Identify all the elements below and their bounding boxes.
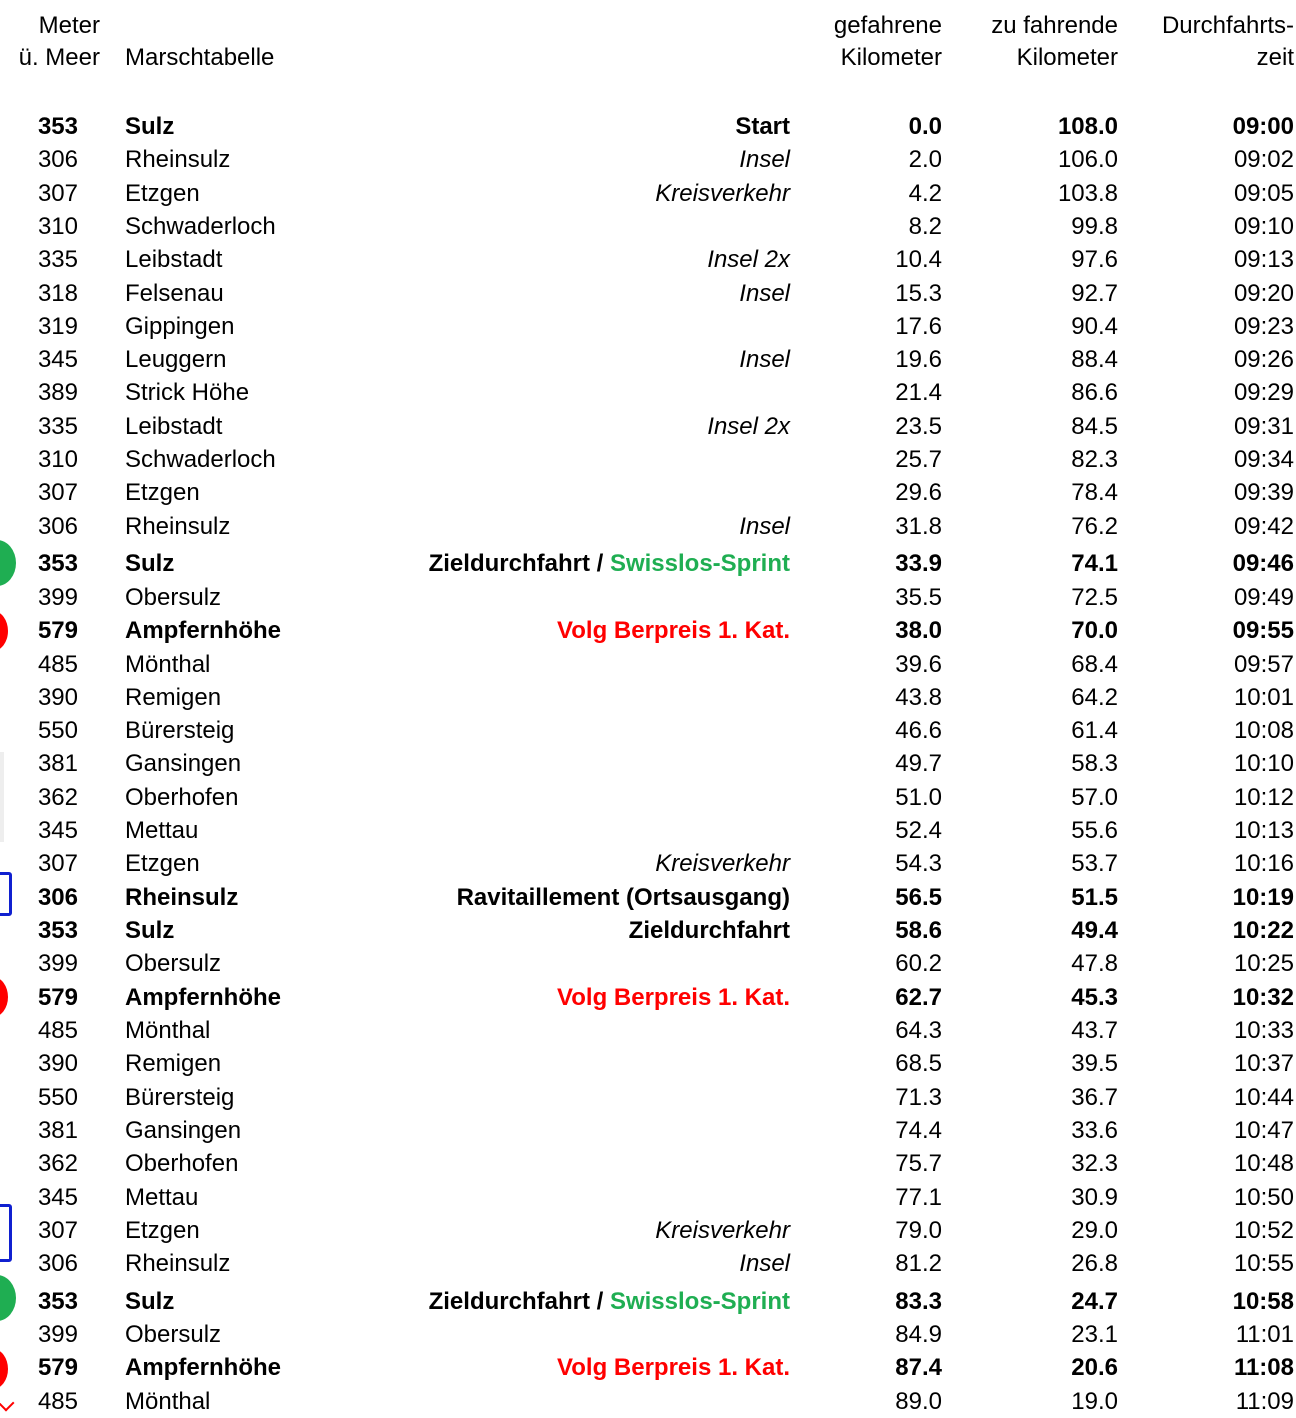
- table-row: [0, 781, 1296, 814]
- passing-time-cell: 09:34: [1233, 446, 1294, 473]
- remark-cell: [739, 510, 790, 543]
- table-row: [0, 310, 1296, 343]
- location-cell: Gippingen: [125, 313, 235, 340]
- km-remaining-cell: 58.3: [1071, 750, 1118, 777]
- header-zu-fahrende-line2: Kilometer: [1016, 44, 1118, 71]
- km-done-cell: 2.0: [908, 146, 942, 173]
- table-row: [0, 343, 1296, 376]
- km-remaining-cell: 53.7: [1071, 850, 1118, 877]
- table-row: [0, 1181, 1296, 1214]
- sprint-label: Swisslos-Sprint: [609, 550, 790, 577]
- passing-time-cell: 09:20: [1233, 280, 1294, 307]
- table-row: [0, 814, 1296, 847]
- km-remaining-cell: 33.6: [1071, 1117, 1118, 1144]
- km-done-cell: 84.9: [895, 1321, 942, 1348]
- km-done-cell: 46.6: [895, 717, 942, 744]
- location-cell: Obersulz: [125, 584, 222, 611]
- location-cell: Rheinsulz: [125, 884, 239, 911]
- passing-time-cell: 10:32: [1232, 984, 1294, 1011]
- remark-text: Insel: [739, 280, 790, 307]
- altitude-cell: 579: [37, 617, 78, 644]
- table-row: [0, 847, 1296, 880]
- passing-time-cell: 10:01: [1233, 684, 1294, 711]
- location-cell: Leibstadt: [125, 246, 223, 273]
- altitude-cell: 579: [37, 1354, 78, 1381]
- altitude-cell: 353: [37, 550, 78, 577]
- km-remaining-cell: 76.2: [1071, 513, 1118, 540]
- km-remaining-cell: 103.8: [1057, 180, 1118, 207]
- location-cell: Mönthal: [125, 651, 211, 678]
- remark-cell: [557, 981, 790, 1014]
- table-row: [0, 947, 1296, 980]
- table-row: [0, 376, 1296, 409]
- km-done-cell: 38.0: [895, 617, 942, 644]
- passing-time-cell: 09:55: [1232, 617, 1294, 644]
- altitude-cell: 306: [37, 513, 78, 540]
- passing-time-cell: 09:46: [1232, 550, 1294, 577]
- altitude-cell: 318: [37, 280, 78, 307]
- location-cell: Oberhofen: [125, 784, 239, 811]
- altitude-cell: 550: [37, 1084, 78, 1111]
- altitude-cell: 353: [37, 113, 78, 140]
- remark-cell: [739, 1247, 790, 1280]
- location-cell: Bürersteig: [125, 1084, 235, 1111]
- km-remaining-cell: 70.0: [1071, 617, 1118, 644]
- km-done-cell: 87.4: [895, 1354, 942, 1381]
- km-done-cell: 25.7: [895, 446, 942, 473]
- passing-time-cell: 09:31: [1233, 413, 1294, 440]
- table-row: [0, 177, 1296, 210]
- remark-text: Insel: [739, 346, 790, 373]
- remark-text: Insel: [739, 146, 790, 173]
- location-cell: Remigen: [125, 1050, 222, 1077]
- table-row: [0, 1351, 1296, 1384]
- header-meter-line1: Meter: [38, 12, 100, 39]
- remark-cell: [557, 1351, 790, 1384]
- passing-time-cell: 10:55: [1233, 1250, 1294, 1277]
- altitude-cell: 335: [37, 413, 78, 440]
- remark-cell: [655, 1214, 790, 1247]
- location-cell: Schwaderloch: [125, 213, 276, 240]
- table-row: [0, 747, 1296, 780]
- location-cell: Obersulz: [125, 950, 222, 977]
- passing-time-cell: 09:29: [1233, 379, 1294, 406]
- altitude-cell: 399: [37, 1321, 78, 1348]
- altitude-cell: 381: [37, 1117, 78, 1144]
- passing-time-cell: 09:13: [1233, 246, 1294, 273]
- passing-time-cell: 10:37: [1233, 1050, 1294, 1077]
- altitude-cell: 389: [37, 379, 78, 406]
- km-remaining-cell: 88.4: [1071, 346, 1118, 373]
- km-done-cell: 58.6: [895, 917, 942, 944]
- km-done-cell: 79.0: [895, 1217, 942, 1244]
- km-remaining-cell: 97.6: [1071, 246, 1118, 273]
- table-row: [0, 914, 1296, 947]
- km-remaining-cell: 57.0: [1071, 784, 1118, 811]
- km-remaining-cell: 72.5: [1071, 584, 1118, 611]
- location-cell: Oberhofen: [125, 1150, 239, 1177]
- table-row: [0, 443, 1296, 476]
- km-done-cell: 74.4: [895, 1117, 942, 1144]
- header-gefahrene-line1: gefahrene: [833, 12, 942, 39]
- location-cell: Gansingen: [125, 750, 242, 777]
- passing-time-cell: 10:19: [1232, 884, 1294, 911]
- passing-time-cell: 10:16: [1233, 850, 1294, 877]
- km-remaining-cell: 26.8: [1071, 1250, 1118, 1277]
- km-done-cell: 77.1: [895, 1184, 942, 1211]
- km-done-cell: 8.2: [908, 213, 942, 240]
- location-cell: Mettau: [125, 1184, 199, 1211]
- location-cell: Ampfernhöhe: [125, 1354, 281, 1381]
- km-remaining-cell: 24.7: [1071, 1288, 1118, 1315]
- passing-time-cell: 09:05: [1233, 180, 1294, 207]
- table-row: [0, 614, 1296, 647]
- table-row: [0, 581, 1296, 614]
- km-done-cell: 71.3: [895, 1084, 942, 1111]
- passing-time-cell: 10:22: [1232, 917, 1294, 944]
- location-cell: Leibstadt: [125, 413, 223, 440]
- km-done-cell: 62.7: [895, 984, 942, 1011]
- km-done-cell: 31.8: [895, 513, 942, 540]
- passing-time-cell: 10:08: [1233, 717, 1294, 744]
- km-done-cell: 64.3: [895, 1017, 942, 1044]
- km-remaining-cell: 45.3: [1071, 984, 1118, 1011]
- location-cell: Sulz: [125, 1288, 175, 1315]
- location-cell: Obersulz: [125, 1321, 222, 1348]
- passing-time-cell: 09:00: [1232, 113, 1294, 140]
- altitude-cell: 345: [37, 817, 78, 844]
- remark-text: Kreisverkehr: [655, 850, 790, 877]
- km-remaining-cell: 82.3: [1071, 446, 1118, 473]
- km-done-cell: 19.6: [895, 346, 942, 373]
- km-remaining-cell: 78.4: [1071, 479, 1118, 506]
- table-row: [0, 1147, 1296, 1180]
- passing-time-cell: 10:58: [1232, 1288, 1294, 1315]
- table-row: [0, 881, 1296, 914]
- km-remaining-cell: 36.7: [1071, 1084, 1118, 1111]
- table-row: [0, 1385, 1296, 1418]
- km-remaining-cell: 19.0: [1071, 1388, 1118, 1415]
- km-done-cell: 89.0: [895, 1388, 942, 1415]
- remark-cell: [557, 614, 790, 647]
- location-cell: Etzgen: [125, 1217, 200, 1244]
- altitude-cell: 399: [37, 584, 78, 611]
- remark-text: Kreisverkehr: [655, 1217, 790, 1244]
- passing-time-cell: 09:57: [1233, 651, 1294, 678]
- passing-time-cell: 11:08: [1233, 1354, 1294, 1381]
- passing-time-cell: 10:52: [1233, 1217, 1294, 1244]
- altitude-cell: 335: [37, 246, 78, 273]
- remark-text: Start: [735, 113, 790, 140]
- altitude-cell: 307: [37, 1217, 78, 1244]
- passing-time-cell: 11:01: [1235, 1321, 1294, 1348]
- location-cell: Etzgen: [125, 180, 200, 207]
- location-cell: Remigen: [125, 684, 222, 711]
- altitude-cell: 345: [37, 1184, 78, 1211]
- km-remaining-cell: 29.0: [1071, 1217, 1118, 1244]
- km-done-cell: 0.0: [908, 113, 942, 140]
- km-done-cell: 49.7: [895, 750, 942, 777]
- remark-cell: [629, 914, 790, 947]
- altitude-cell: 345: [37, 346, 78, 373]
- km-done-cell: 39.6: [895, 651, 942, 678]
- passing-time-cell: 10:25: [1233, 950, 1294, 977]
- location-cell: Sulz: [125, 550, 175, 577]
- km-remaining-cell: 86.6: [1071, 379, 1118, 406]
- location-cell: Ampfernhöhe: [125, 617, 281, 644]
- remark-text: Volg Berpreis 1. Kat.: [557, 984, 790, 1011]
- km-done-cell: 35.5: [895, 584, 942, 611]
- table-row: [0, 1081, 1296, 1114]
- km-remaining-cell: 20.6: [1071, 1354, 1118, 1381]
- altitude-cell: 310: [37, 213, 78, 240]
- km-remaining-cell: 23.1: [1071, 1321, 1118, 1348]
- km-done-cell: 23.5: [895, 413, 942, 440]
- remark-text: Insel: [739, 1250, 790, 1277]
- km-remaining-cell: 68.4: [1071, 651, 1118, 678]
- km-done-cell: 52.4: [895, 817, 942, 844]
- passing-time-cell: 11:09: [1235, 1388, 1294, 1415]
- remark-cell: [429, 547, 790, 580]
- altitude-cell: 307: [37, 850, 78, 877]
- location-cell: Etzgen: [125, 850, 200, 877]
- km-remaining-cell: 30.9: [1071, 1184, 1118, 1211]
- altitude-cell: 307: [37, 479, 78, 506]
- table-row: [0, 714, 1296, 747]
- location-cell: Bürersteig: [125, 717, 235, 744]
- table-row: [0, 410, 1296, 443]
- km-remaining-cell: 84.5: [1071, 413, 1118, 440]
- table-row: [0, 1247, 1296, 1280]
- km-done-cell: 4.2: [908, 180, 942, 207]
- altitude-cell: 310: [37, 446, 78, 473]
- location-cell: Strick Höhe: [125, 379, 250, 406]
- km-remaining-cell: 64.2: [1071, 684, 1118, 711]
- km-remaining-cell: 108.0: [1057, 113, 1118, 140]
- remark-cell: [739, 343, 790, 376]
- location-cell: Ampfernhöhe: [125, 984, 281, 1011]
- altitude-cell: 381: [37, 750, 78, 777]
- passing-time-cell: 10:47: [1233, 1117, 1294, 1144]
- km-remaining-cell: 49.4: [1071, 917, 1118, 944]
- remark-text: Ravitaillement (Ortsausgang): [456, 884, 790, 911]
- km-done-cell: 17.6: [895, 313, 942, 340]
- altitude-cell: 319: [37, 313, 78, 340]
- km-done-cell: 54.3: [895, 850, 942, 877]
- table-row: [0, 210, 1296, 243]
- page-title: Marschtabelle: [125, 44, 275, 71]
- km-remaining-cell: 43.7: [1071, 1017, 1118, 1044]
- passing-time-cell: 10:33: [1233, 1017, 1294, 1044]
- location-cell: Rheinsulz: [125, 146, 231, 173]
- altitude-cell: 485: [37, 1017, 78, 1044]
- table-row: [0, 981, 1296, 1014]
- km-remaining-cell: 92.7: [1071, 280, 1118, 307]
- remark-text: Insel: [739, 513, 790, 540]
- remark-cell: [655, 847, 790, 880]
- table-row: [0, 143, 1296, 176]
- remark-text: Kreisverkehr: [655, 180, 790, 207]
- location-cell: Rheinsulz: [125, 1250, 231, 1277]
- passing-time-cell: 09:42: [1233, 513, 1294, 540]
- passing-time-cell: 10:13: [1233, 817, 1294, 844]
- table-row: [0, 1014, 1296, 1047]
- location-cell: Mönthal: [125, 1388, 211, 1415]
- location-cell: Mönthal: [125, 1017, 211, 1044]
- km-done-cell: 43.8: [895, 684, 942, 711]
- km-remaining-cell: 99.8: [1071, 213, 1118, 240]
- remark-cell: [457, 881, 790, 914]
- table-row: [0, 681, 1296, 714]
- passing-time-cell: 10:10: [1233, 750, 1294, 777]
- km-remaining-cell: 39.5: [1071, 1050, 1118, 1077]
- location-cell: Schwaderloch: [125, 446, 276, 473]
- km-done-cell: 21.4: [895, 379, 942, 406]
- km-done-cell: 68.5: [895, 1050, 942, 1077]
- table-row: [0, 1318, 1296, 1351]
- km-remaining-cell: 61.4: [1071, 717, 1118, 744]
- table-row: [0, 243, 1296, 276]
- passing-time-cell: 09:39: [1233, 479, 1294, 506]
- remark-cell: [707, 410, 790, 443]
- passing-time-cell: 10:50: [1233, 1184, 1294, 1211]
- header-gefahrene-line2: Kilometer: [840, 44, 942, 71]
- table-row: [0, 1114, 1296, 1147]
- remark-text: Zieldurchfahrt /: [428, 550, 610, 577]
- altitude-cell: 353: [37, 1288, 78, 1315]
- passing-time-cell: 09:26: [1233, 346, 1294, 373]
- remark-text: Volg Berpreis 1. Kat.: [557, 1354, 790, 1381]
- passing-time-cell: 09:49: [1233, 584, 1294, 611]
- km-remaining-cell: 74.1: [1071, 550, 1118, 577]
- sprint-label: Swisslos-Sprint: [609, 1288, 790, 1315]
- remark-text: Insel 2x: [707, 246, 790, 273]
- table-row: [0, 547, 1296, 580]
- location-cell: Sulz: [125, 917, 175, 944]
- passing-time-cell: 09:10: [1233, 213, 1294, 240]
- altitude-cell: 579: [37, 984, 78, 1011]
- remark-cell: [429, 1285, 790, 1318]
- passing-time-cell: 09:02: [1233, 146, 1294, 173]
- km-remaining-cell: 47.8: [1071, 950, 1118, 977]
- altitude-cell: 353: [37, 917, 78, 944]
- km-done-cell: 33.9: [895, 550, 942, 577]
- km-done-cell: 29.6: [895, 479, 942, 506]
- altitude-cell: 307: [37, 180, 78, 207]
- location-cell: Sulz: [125, 113, 175, 140]
- location-cell: Gansingen: [125, 1117, 242, 1144]
- remark-cell: [735, 110, 790, 143]
- km-remaining-cell: 90.4: [1071, 313, 1118, 340]
- passing-time-cell: 10:44: [1233, 1084, 1294, 1111]
- location-cell: Felsenau: [125, 280, 224, 307]
- altitude-cell: 390: [37, 684, 78, 711]
- km-done-cell: 10.4: [895, 246, 942, 273]
- km-remaining-cell: 106.0: [1057, 146, 1118, 173]
- km-done-cell: 15.3: [895, 280, 942, 307]
- remark-text: Volg Berpreis 1. Kat.: [557, 617, 790, 644]
- remark-text: Zieldurchfahrt: [628, 917, 790, 944]
- km-done-cell: 60.2: [895, 950, 942, 977]
- remark-cell: [739, 143, 790, 176]
- remark-cell: [655, 177, 790, 210]
- km-remaining-cell: 51.5: [1071, 884, 1118, 911]
- altitude-cell: 550: [37, 717, 78, 744]
- table-row: [0, 476, 1296, 509]
- km-done-cell: 83.3: [895, 1288, 942, 1315]
- passing-time-cell: 10:48: [1233, 1150, 1294, 1177]
- km-done-cell: 56.5: [895, 884, 942, 911]
- altitude-cell: 362: [37, 1150, 78, 1177]
- table-row: [0, 648, 1296, 681]
- header-durchfahrt-line1: Durchfahrts-: [1161, 12, 1294, 39]
- km-remaining-cell: 55.6: [1071, 817, 1118, 844]
- altitude-cell: 306: [37, 146, 78, 173]
- header-durchfahrt-line2: zeit: [1256, 44, 1294, 71]
- km-done-cell: 81.2: [895, 1250, 942, 1277]
- km-done-cell: 75.7: [895, 1150, 942, 1177]
- header-meter-line2: ü. Meer: [18, 44, 100, 71]
- passing-time-cell: 10:12: [1233, 784, 1294, 811]
- altitude-cell: 390: [37, 1050, 78, 1077]
- altitude-cell: 362: [37, 784, 78, 811]
- altitude-cell: 306: [37, 1250, 78, 1277]
- location-cell: Leuggern: [125, 346, 227, 373]
- location-cell: Mettau: [125, 817, 199, 844]
- table-row: [0, 1214, 1296, 1247]
- table-row: [0, 110, 1296, 143]
- remark-text: Zieldurchfahrt /: [428, 1288, 610, 1315]
- remark-cell: [707, 243, 790, 276]
- table-row: [0, 1285, 1296, 1318]
- km-remaining-cell: 32.3: [1071, 1150, 1118, 1177]
- altitude-cell: 399: [37, 950, 78, 977]
- altitude-cell: 306: [37, 884, 78, 911]
- table-row: [0, 1047, 1296, 1080]
- location-cell: Etzgen: [125, 479, 200, 506]
- altitude-cell: 485: [37, 1388, 78, 1415]
- altitude-cell: 485: [37, 651, 78, 678]
- location-cell: Rheinsulz: [125, 513, 231, 540]
- table-row: [0, 277, 1296, 310]
- km-done-cell: 51.0: [895, 784, 942, 811]
- header-zu-fahrende-line1: zu fahrende: [991, 12, 1118, 39]
- remark-cell: [739, 277, 790, 310]
- remark-text: Insel 2x: [707, 413, 790, 440]
- table-row: [0, 510, 1296, 543]
- passing-time-cell: 09:23: [1233, 313, 1294, 340]
